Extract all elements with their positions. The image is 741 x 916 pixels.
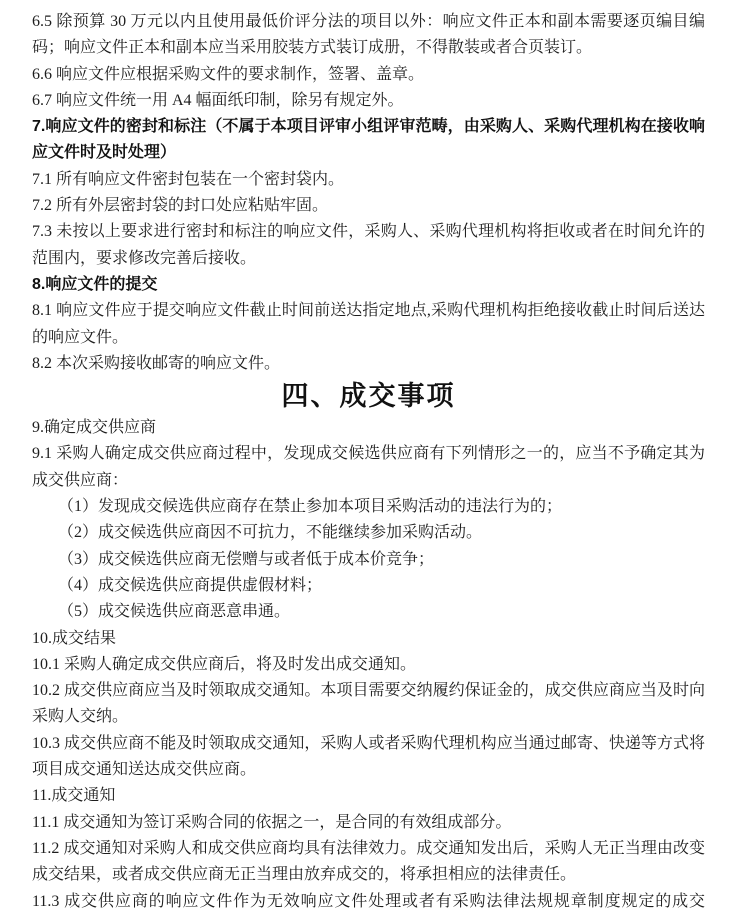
paragraph: 10.3 成交供应商不能及时领取成交通知，采购人或者采购代理机构应当通过邮寄、快递等方式将项目成交通知送达成交供应商。 — [32, 734, 705, 779]
paragraph: 11.成交通知 — [32, 787, 116, 805]
paragraph: 10.成交结果 — [32, 629, 117, 647]
list-item: （3）成交候选供应商无偿赠与或者低于成本价竞争； — [58, 550, 435, 568]
paragraph: 11.2 成交通知对采购人和成交供应商均具有法律效力。成交通知发出后，采购人无正当理由改变成交结果，或者成交供应商无正当理由放弃成交的，将承担相应的法律责任。 — [32, 839, 705, 884]
list-item: （4）成交候选供应商提供虚假材料； — [58, 576, 323, 594]
paragraph: 6.5 除预算 30 万元以内且使用最低价评分法的项目以外：响应文件正本和副本需要逐页编目编码；响应文件正本和副本应当采用胶装方式装订成册，不得散装或者合页装订。 — [32, 13, 705, 57]
paragraph: 10.2 成交供应商应当及时领取成交通知。本项目需要交纳履约保证金的，成交供应商应当及时向采购人交纳。 — [32, 682, 705, 726]
paragraph: 6.6 响应文件应根据采购文件的要求制作，签署、盖章。 — [32, 65, 425, 83]
document-content — [32, 9, 705, 915]
paragraph: 8.2 本次采购接收邮寄的响应文件。 — [32, 354, 281, 372]
paragraph: 9.1 采购人确定成交供应商过程中，发现成交候选供应商有下列情形之一的，应当不予确定其为成交供应商： — [32, 445, 705, 489]
list-item: （1）发现成交候选供应商存在禁止参加本项目采购活动的违法行为的； — [58, 498, 563, 516]
list-item: （5）成交候选供应商恶意串通。 — [58, 603, 291, 621]
section-heading: 8.响应文件的提交 — [32, 275, 158, 293]
chapter-heading: 四、成交事项 — [281, 381, 456, 412]
paragraph: 7.3 未按以上要求进行密封和标注的响应文件，采购人、采购代理机构将拒收或者在时间允许的范围内，要求修改完善后接收。 — [32, 223, 705, 267]
list-item: （2）成交候选供应商因不可抗力，不能继续参加采购活动。 — [58, 524, 483, 542]
paragraph: 11.3 成交供应商的响应文件作为无效响应文件处理或者有采购法律法规规章制度规定的成交 — [32, 892, 705, 910]
paragraph: 10.1 采购人确定成交供应商后，将及时发出成交通知。 — [32, 655, 417, 673]
paragraph: 9.确定成交供应商 — [32, 419, 157, 437]
paragraph: 8.1 响应文件应于提交响应文件截止时间前送达指定地点,采购代理机构拒绝接收截止时间后送达的响应文件。 — [32, 302, 705, 346]
paragraph: 7.2 所有外层密封袋的封口处应粘贴牢固。 — [32, 197, 329, 215]
paragraph: 6.7 响应文件统一用 A4 幅面纸印制，除另有规定外。 — [32, 91, 404, 109]
section-heading: 7.响应文件的密封和标注（不属于本项目评审小组评审范畴，由采购人、采购代理机构在接收响应文件时及时处理） — [32, 118, 705, 162]
paragraph: 11.1 成交通知为签订采购合同的依据之一，是合同的有效组成部分。 — [32, 813, 512, 831]
paragraph: 7.1 所有响应文件密封包装在一个密封袋内。 — [32, 170, 345, 188]
